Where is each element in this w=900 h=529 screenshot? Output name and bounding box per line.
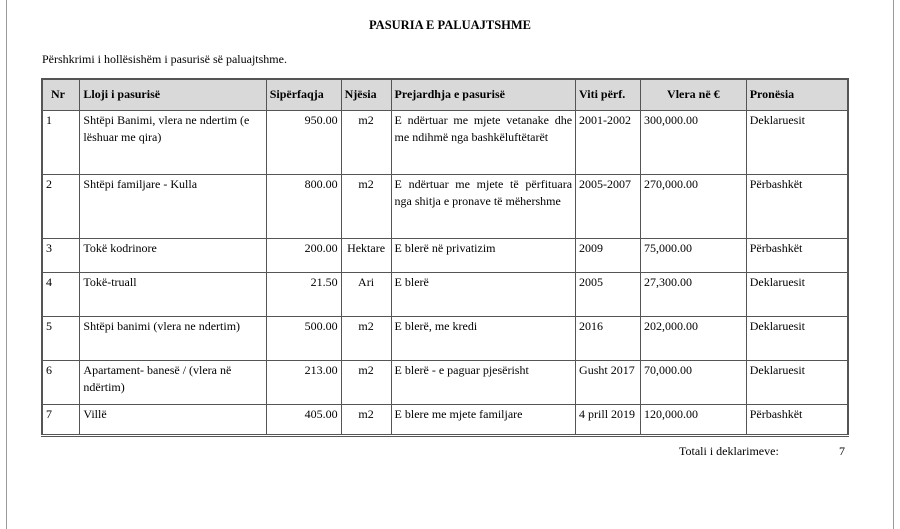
document-title: PASURIA E PALUAJTSHME	[368, 18, 532, 32]
cell-vlera: 202,000.00	[641, 316, 747, 360]
cell-siperfaqja: 950.00	[266, 110, 341, 174]
cell-nr: 1	[42, 110, 80, 174]
cell-prejardhja: E blerë në privatizim	[391, 238, 576, 272]
cell-prejardhja: E blerë - e paguar pjesërisht	[391, 360, 576, 404]
header-lloji: Lloji i pasurisë	[80, 79, 266, 110]
cell-pronesia: Përbashkët	[746, 238, 848, 272]
table-row	[42, 404, 848, 435]
table-row	[42, 360, 848, 404]
table-row	[42, 110, 848, 174]
header-nr: Nr	[42, 79, 80, 110]
totals-line	[679, 444, 845, 459]
cell-nr: 7	[42, 404, 80, 435]
cell-viti: 2005	[576, 272, 641, 316]
cell-pronesia: Deklaruesit	[746, 110, 848, 174]
cell-njesia: m2	[341, 404, 391, 435]
cell-viti: 4 prill 2019	[576, 404, 641, 435]
cell-lloji: Shtëpi banimi (vlera ne ndertim)	[80, 316, 266, 360]
cell-lloji: Tokë kodrinore	[80, 238, 266, 272]
cell-njesia: Hektare	[341, 238, 391, 272]
cell-vlera: 75,000.00	[641, 238, 747, 272]
cell-vlera: 270,000.00	[641, 174, 747, 238]
cell-viti: 2005-2007	[576, 174, 641, 238]
cell-vlera: 70,000.00	[641, 360, 747, 404]
header-siperfaqja: Sipërfaqja	[266, 79, 341, 110]
cell-njesia: m2	[341, 110, 391, 174]
header-vlera: Vlera në €	[641, 79, 747, 110]
assets-table	[41, 78, 849, 437]
table-row	[42, 174, 848, 238]
cell-vlera: 27,300.00	[641, 272, 747, 316]
document-subtitle: Përshkrimi i hollësishëm i pasurisë së paluajtshme.	[42, 52, 287, 66]
cell-siperfaqja: 800.00	[266, 174, 341, 238]
cell-prejardhja: E ndërtuar me mjete të përfituara nga shitja e pronave të mëhershme	[391, 174, 576, 238]
cell-viti: 2016	[576, 316, 641, 360]
cell-njesia: Ari	[341, 272, 391, 316]
cell-siperfaqja: 500.00	[266, 316, 341, 360]
cell-siperfaqja: 21.50	[266, 272, 341, 316]
cell-lloji: Shtëpi Banimi, vlera ne ndertim (e lëshuar me qira)	[80, 110, 266, 174]
cell-nr: 3	[42, 238, 80, 272]
cell-siperfaqja: 213.00	[266, 360, 341, 404]
cell-njesia: m2	[341, 174, 391, 238]
table-row	[42, 316, 848, 360]
cell-pronesia: Deklaruesit	[746, 316, 848, 360]
cell-lloji: Tokë-truall	[80, 272, 266, 316]
cell-lloji: Apartament- banesë / (vlera në ndërtim)	[80, 360, 266, 404]
table-row	[42, 238, 848, 272]
cell-vlera: 300,000.00	[641, 110, 747, 174]
cell-prejardhja: E ndërtuar me mjete vetanake dhe me ndihmë nga bashkëluftëtarët	[391, 110, 576, 174]
cell-siperfaqja: 405.00	[266, 404, 341, 435]
cell-njesia: m2	[341, 316, 391, 360]
cell-pronesia: Deklaruesit	[746, 360, 848, 404]
cell-prejardhja: E blerë, me kredi	[391, 316, 576, 360]
header-njesia: Njësia	[341, 79, 391, 110]
cell-pronesia: Përbashkët	[746, 174, 848, 238]
cell-nr: 2	[42, 174, 80, 238]
cell-viti: 2009	[576, 238, 641, 272]
cell-njesia: m2	[341, 360, 391, 404]
cell-lloji: Shtëpi familjare - Kulla	[80, 174, 266, 238]
header-prejardhja: Prejardhja e pasurisë	[391, 79, 576, 110]
table-header-row	[42, 79, 848, 110]
cell-vlera: 120,000.00	[641, 404, 747, 435]
totals-count: 7	[839, 444, 845, 458]
cell-nr: 6	[42, 360, 80, 404]
cell-nr: 5	[42, 316, 80, 360]
table-row	[42, 272, 848, 316]
cell-pronesia: Përbashkët	[746, 404, 848, 435]
cell-nr: 4	[42, 272, 80, 316]
cell-siperfaqja: 200.00	[266, 238, 341, 272]
totals-label: Totali i deklarimeve:	[679, 444, 779, 458]
cell-prejardhja: E blere me mjete familjare	[391, 404, 576, 435]
cell-viti: Gusht 2017	[576, 360, 641, 404]
cell-viti: 2001-2002	[576, 110, 641, 174]
cell-pronesia: Deklaruesit	[746, 272, 848, 316]
cell-prejardhja: E blerë	[391, 272, 576, 316]
cell-lloji: Villë	[80, 404, 266, 435]
header-pronesia: Pronësia	[746, 79, 848, 110]
header-viti: Viti përf.	[576, 79, 641, 110]
document-page	[6, 0, 894, 529]
